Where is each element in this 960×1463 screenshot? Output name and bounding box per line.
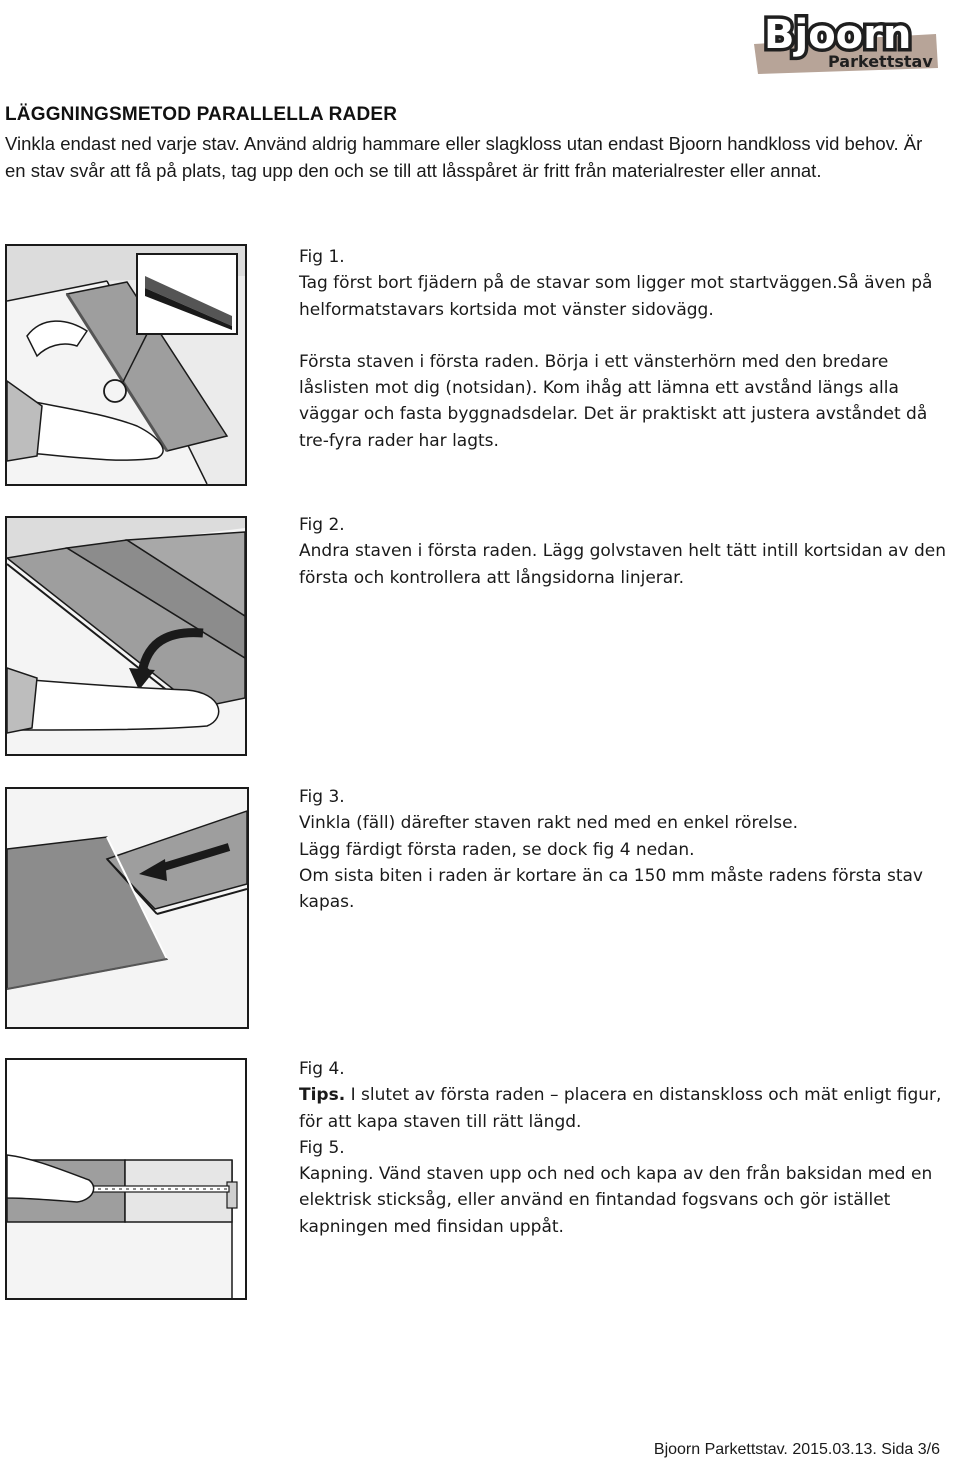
page-footer: Bjoorn Parkettstav. 2015.03.13. Sida 3/6 (653, 1441, 940, 1458)
fig-4-tips-label: Tips. (299, 1085, 346, 1106)
fig-2-title: Fig 2. (299, 515, 345, 535)
fig-1-illustration (5, 244, 247, 486)
fig-5-title: Fig 5. (299, 1137, 345, 1158)
fig-4-5-text (299, 1056, 949, 1240)
fig-4-tips (299, 1082, 949, 1135)
page-heading: LÄGGNINGSMETOD PARALLELLA RADER (5, 104, 398, 125)
fig-4-title: Fig 4. (299, 1059, 345, 1079)
fig-1-text (299, 244, 949, 454)
fig-3-line-2: Lägg färdigt första raden, se dock fig 4 nedan. (299, 839, 695, 860)
fig-5-text: Kapning. Vänd staven upp och ned och kapa av den från baksidan med en elektrisk sticksåg, eller använd en fintandad fogsvans och gör istället kapningen med finsidan uppåt. (299, 1164, 933, 1237)
bjoorn-logo (750, 4, 940, 76)
fig-4-tips-text: I slutet av första raden – placera en distanskloss och mät enligt figur, för att kapa staven till rätt längd. (299, 1085, 942, 1132)
logo-wordmark: Bjoorn (764, 12, 912, 58)
fig-1-paragraph-2: Första staven i första raden. Börja i ett vänsterhörn med den bredare låslisten mot dig (notsidan). Kom ihåg att lämna ett avstånd längs alla väggar och fasta byggnadsdelar. Det är praktiskt att justera avståndet då tre-fyra rader har lagts. (299, 351, 928, 451)
fig-4-illustration (5, 1058, 247, 1300)
fig-3-text (299, 784, 949, 915)
fig-2-paragraph-1: Andra staven i första raden. Lägg golvstaven helt tätt intill kortsidan av den första och kontrollera att långsidorna linjerar. (299, 541, 946, 588)
fig-2-illustration (5, 516, 247, 756)
fig-3-line-3: Om sista biten i raden är kortare än ca 150 mm måste radens första stav kapas. (299, 865, 923, 913)
logo-tagline: Parkettstav (828, 52, 933, 71)
fig-1-paragraph-1: Tag först bort fjädern på de stavar som ligger mot startväggen.Så även på helformatstavars kortsida mot vänster sidovägg. (299, 273, 933, 320)
intro-paragraph: Vinkla endast ned varje stav. Använd aldrig hammare eller slagkloss utan endast Bjoorn handkloss vid behov. Är en stav svår att få på plats, tag upp den och se till att låsspåret är fritt från materialrester eller annat. (5, 133, 923, 181)
fig-3-line-1: Vinkla (fäll) därefter staven rakt ned med en enkel rörelse. (299, 813, 798, 834)
fig-3-title: Fig 3. (299, 787, 345, 807)
fig-1-title: Fig 1. (299, 247, 345, 267)
fig-3-illustration (5, 787, 249, 1029)
fig-2-text (299, 512, 949, 591)
